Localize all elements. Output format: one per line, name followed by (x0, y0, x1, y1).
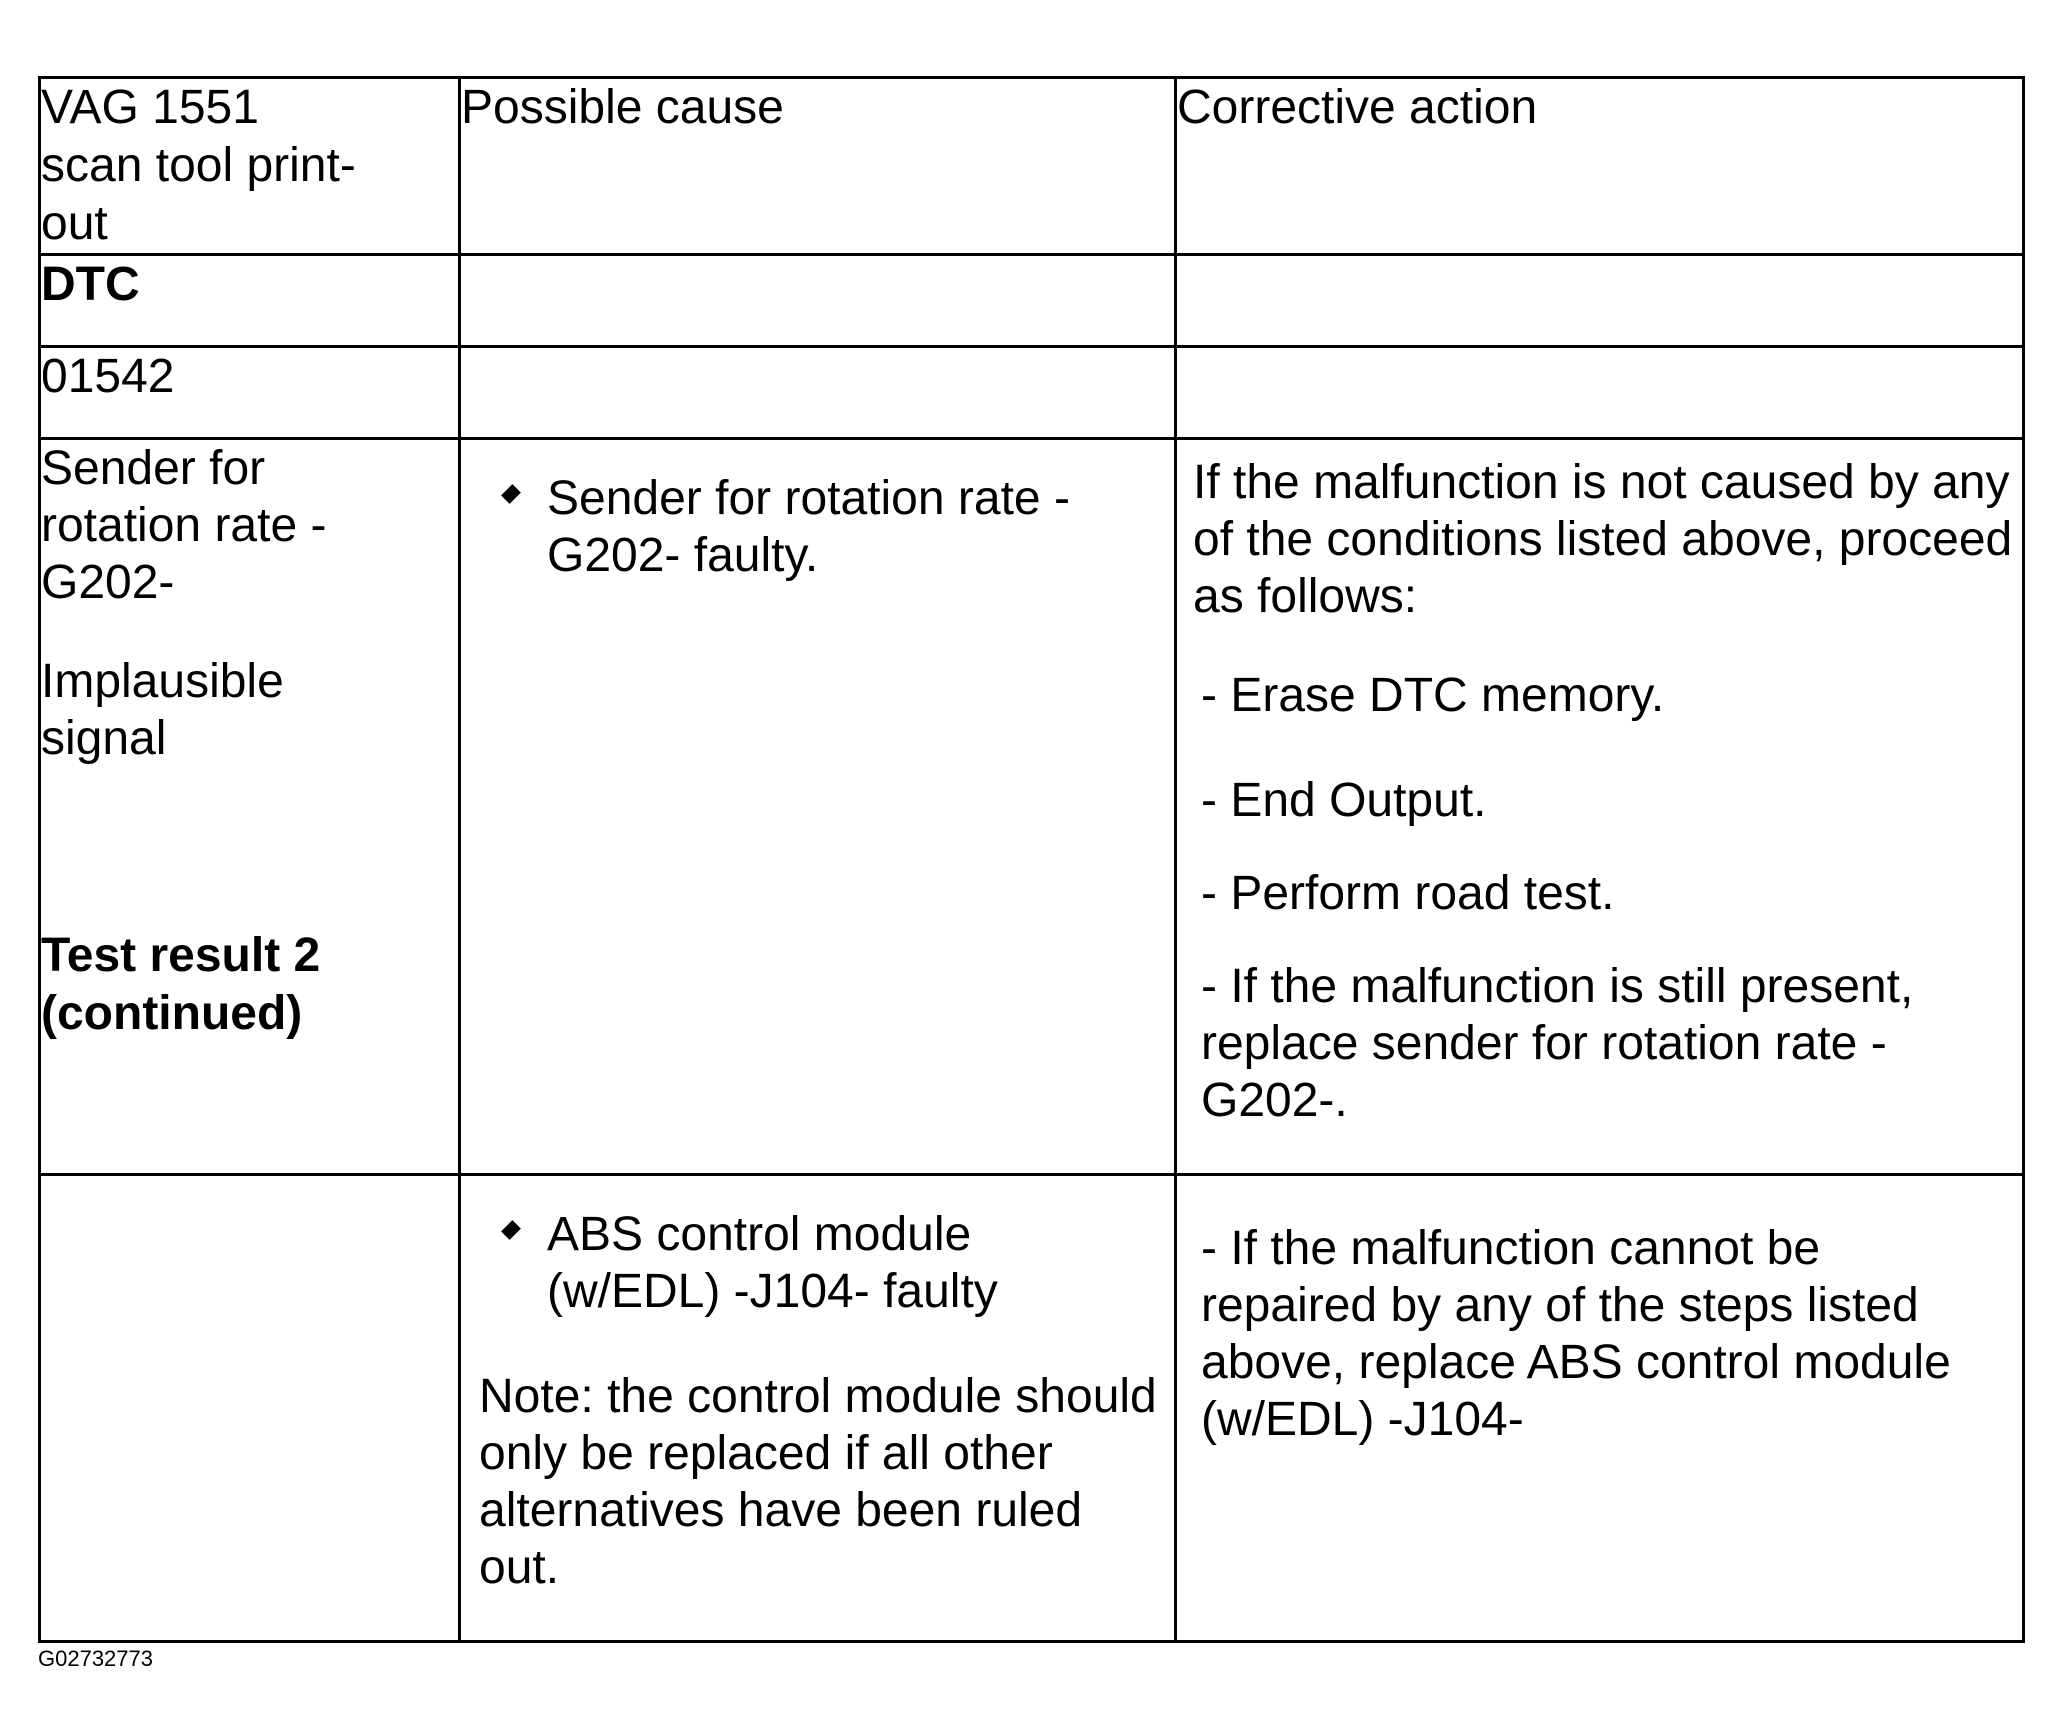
action-step: - If the malfunction is still present, replace sender for rotation rate -G202-. (1201, 960, 1914, 1127)
possible-cause-cell (460, 1175, 1176, 1642)
code-empty-cause (460, 347, 1176, 439)
action-step: - If the malfunction cannot be repaired by any of the steps listed above, replace ABS control module (w/EDL) -J104- (1201, 1222, 1951, 1446)
header-scan-tool-text: VAG 1551 scan tool print-out (41, 81, 356, 250)
cause-text: ABS control module (w/EDL) -J104- faulty (547, 1208, 998, 1318)
dtc-empty-action (1176, 255, 2024, 347)
corrective-action-cell (1176, 439, 2024, 1175)
diagnostic-table (38, 76, 2025, 1643)
list-item (461, 1206, 1160, 1320)
dtc-code-cell (40, 347, 460, 439)
list-item (461, 470, 1158, 584)
possible-cause-cell (460, 439, 1176, 1175)
fault-name: Sender for rotation rate -G202- (41, 442, 327, 609)
code-row (40, 347, 2024, 439)
diamond-bullet-icon (501, 484, 521, 504)
fault-type: Implausible signal (41, 655, 284, 765)
header-possible-cause (460, 78, 1176, 255)
empty-description-cell (40, 1175, 460, 1642)
code-empty-action (1176, 347, 2024, 439)
dtc-empty-cause (460, 255, 1176, 347)
dtc-code: 01542 (41, 350, 175, 403)
test-result-label: Test result 2 (continued) (41, 929, 321, 1040)
action-step: - Erase DTC memory. (1201, 669, 1665, 722)
diamond-bullet-icon (501, 1220, 521, 1240)
header-corrective-action (1176, 78, 2024, 255)
header-scan-tool (40, 78, 460, 255)
action-step: - End Output. (1201, 774, 1487, 827)
action-step: - Perform road test. (1201, 867, 1615, 920)
table-row (40, 1175, 2024, 1642)
header-row (40, 78, 2024, 255)
figure-code: G02732773 (38, 1646, 153, 1671)
action-intro: If the malfunction is not caused by any of the conditions listed above, proceed as follows: (1193, 456, 2013, 623)
fault-description-cell (40, 439, 460, 1175)
cause-text: Sender for rotation rate -G202- faulty. (547, 472, 1070, 582)
table-row (40, 439, 2024, 1175)
dtc-label-cell (40, 255, 460, 347)
cause-note: Note: the control module should only be replaced if all other alternatives have been ruled out. (479, 1370, 1157, 1594)
dtc-label: DTC (41, 258, 140, 311)
corrective-action-cell (1176, 1175, 2024, 1642)
header-possible-cause-text: Possible cause (461, 81, 784, 134)
header-corrective-action-text: Corrective action (1177, 81, 1538, 134)
dtc-row (40, 255, 2024, 347)
